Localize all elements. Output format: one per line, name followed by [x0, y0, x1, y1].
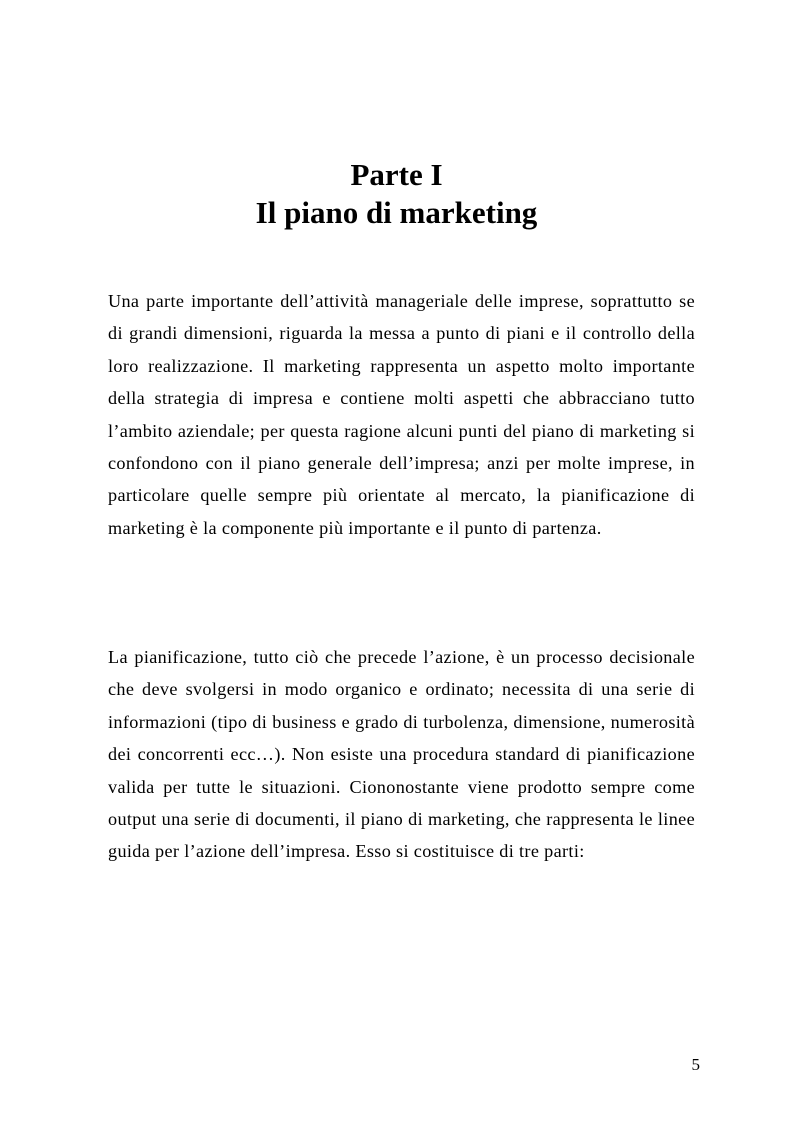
chapter-title: Il piano di marketing: [255, 195, 538, 230]
part-label: Parte I: [350, 157, 443, 192]
chapter-heading: [0, 156, 793, 232]
paragraph-planning: La pianificazione, tutto ciò che precede l’azione, è un processo decisionale che deve svolgersi in modo organico e ordinato; necessita di una serie di informazioni (tipo di business e grado di turbolenza, dimensione, numerosità dei concorrenti ecc…). Non esiste una procedura standard di pianificazione valida per tutte le situazioni. Ciononostante viene prodotto sempre come output una serie di documenti, il piano di marketing, che rappresenta le linee guida per l’azione dell’impresa. Esso si costituisce di tre parti:: [108, 647, 695, 862]
paragraph-intro: Una parte importante dell’attività manageriale delle imprese, soprattutto se di grandi dimensioni, riguarda la messa a punto di piani e il controllo della loro realizzazione. Il marketing rappresenta un aspetto molto importante della strategia di impresa e contiene molti aspetti che abbracciano tutto l’ambito aziendale; per questa ragione alcuni punti del piano di marketing si confondono con il piano generale dell’impresa; anzi per molte imprese, in particolare quelle sempre più orientate al mercato, la pianificazione di marketing è la componente più importante e il punto di partenza.: [108, 291, 695, 538]
page-number: 5: [691, 1055, 700, 1074]
